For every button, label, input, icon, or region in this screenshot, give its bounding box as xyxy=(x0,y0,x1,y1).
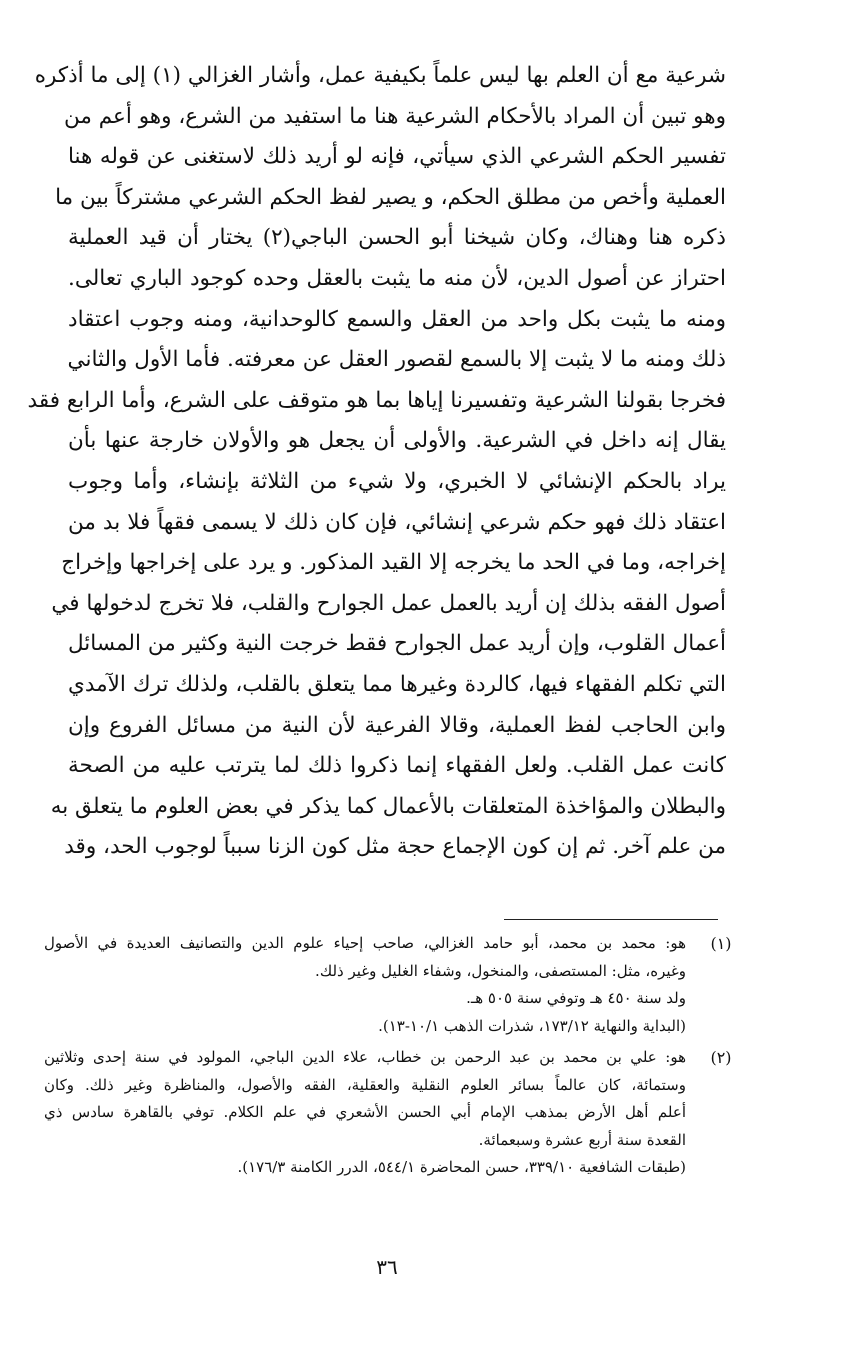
footnote-line: هو: علي بن محمد بن عبد الرحمن بن خطاب، علاء الدين الباجي، المولود في سنة إحدى وثلاثين xyxy=(44,1048,686,1066)
footnote-line: أعلم أهل الأرض بمذهب الإمام أبي الحسن الأشعري في علم الكلام. توفي بالقاهرة سادس ذي xyxy=(44,1103,686,1121)
page-number: ٣٦ xyxy=(376,1255,398,1279)
footnote-line: وستمائة، كان عالماً بسائر العلوم النقلية والعقلية، الفقه والأصول، والمناظرة وغير ذلك. وكان xyxy=(44,1075,686,1094)
body-line: أعمال القلوب، وإن أريد عمل الجوارح فقط خرجت النية وكثير من المسائل xyxy=(68,631,726,657)
body-line: ومنه ما يثبت بكل واحد من العقل والسمع كالوحدانية، ومنه وجوب اعتقاد xyxy=(68,306,726,332)
footnote-number: (٢) xyxy=(710,1048,732,1067)
body-line: وابن الحاجب لفظ العملية، وقالا الفرعية لأن النية من مسائل الفروع وإن xyxy=(68,712,726,738)
footnotes xyxy=(44,930,744,1186)
footnote-2 xyxy=(44,1044,744,1182)
body-line: ذلك ومنه ما لا يثبت إلا بالسمع لقصور العقل عن معرفته. فأما الأول والثاني xyxy=(67,347,726,373)
main-text-block xyxy=(27,56,726,868)
body-line: يراد بالحكم الإنشائي لا الخبري، ولا شيء من الثلاثة بإنشاء، وأما وجوب xyxy=(68,468,726,494)
body-line: احتراز عن أصول الدين، لأن منه ما يثبت بالعقل وحده كوجود الباري تعالى. xyxy=(68,265,726,291)
body-line: وهو تبين أن المراد بالأحكام الشرعية هنا ما استفيد من الشرع، وهو أعم من xyxy=(64,103,726,129)
body-line: شرعية مع أن العلم بها ليس علماً بكيفية عمل، وأشار الغزالي (١) إلى ما أذكره xyxy=(34,63,726,88)
footnote-line: وغيره، مثل: المستصفى، والمنخول، وشفاء الغليل وغير ذلك. xyxy=(315,961,686,980)
footnote-number: (١) xyxy=(710,934,732,953)
footnote-line: القعدة سنة أربع عشرة وسبعمائة. xyxy=(478,1130,686,1149)
body-line: من علم آخر. ثم إن كون الإجماع حجة مثل كون الزنا سبباً لوجوب الحد، وقد xyxy=(64,834,726,860)
footnote-line: (البداية والنهاية ١٧٣/١٢، شذرات الذهب ١٠/١-١٣). xyxy=(378,1016,686,1035)
body-line: ذكره هنا وهناك، وكان شيخنا أبو الحسن الباجي(٢) يختار أن قيد العملية xyxy=(68,225,726,251)
footnote-line: ولد سنة ٤٥٠ هـ وتوفي سنة ٥٠٥ هـ. xyxy=(466,989,686,1007)
footnote-line: (طبقات الشافعية ٣٣٩/١٠، حسن المحاضرة ٥٤٤/١، الدرر الكامنة ١٧٦/٣). xyxy=(237,1158,686,1176)
footnote-separator xyxy=(504,919,718,920)
footnote-1 xyxy=(44,930,744,1040)
footnote-line: هو: محمد بن محمد، أبو حامد الغزالي، صاحب إحياء علوم الدين والتصانيف العديدة في الأصول xyxy=(44,934,686,952)
body-line: اعتقاد ذلك فهو حكم شرعي إنشائي، فإن كان ذلك لا يسمى فقهاً فلا بد من xyxy=(68,509,726,535)
body-line: والبطلان والمؤاخذة المتعلقات بالأعمال كما يذكر في بعض العلوم ما يتعلق به xyxy=(50,793,726,819)
body-line: تفسير الحكم الشرعي الذي سيأتي، فإنه لو أريد ذلك لاستغنى عن قوله هنا xyxy=(68,144,726,170)
body-line: العملية وأخص من مطلق الحكم، و يصير لفظ الحكم الشرعي مشتركاً بين ما xyxy=(55,184,726,210)
body-line: كانت عمل القلب. ولعل الفقهاء إنما ذكروا ذلك لما يترتب عليه من الصحة xyxy=(68,753,726,779)
body-line: أصول الفقه بذلك إن أريد بالعمل عمل الجوارح والقلب، فلا تخرج لدخولها في xyxy=(51,590,726,616)
body-line: التي تكلم الفقهاء فيها، كالردة وغيرها مما يتعلق بالقلب، ولذلك ترك الآمدي xyxy=(68,671,726,697)
body-line: يقال إنه داخل في الشرعية. والأولى أن يجعل هو والأولان خارجة عنها بأن xyxy=(68,428,726,454)
body-line: فخرجا بقولنا الشرعية وتفسيرنا إياها بما هو متوقف على الشرع، وأما الرابع فقد xyxy=(27,387,726,413)
body-line: إخراجه، وما في الحد ما يخرجه إلا القيد المذكور. و يرد على إخراجها وإخراج xyxy=(61,550,726,576)
